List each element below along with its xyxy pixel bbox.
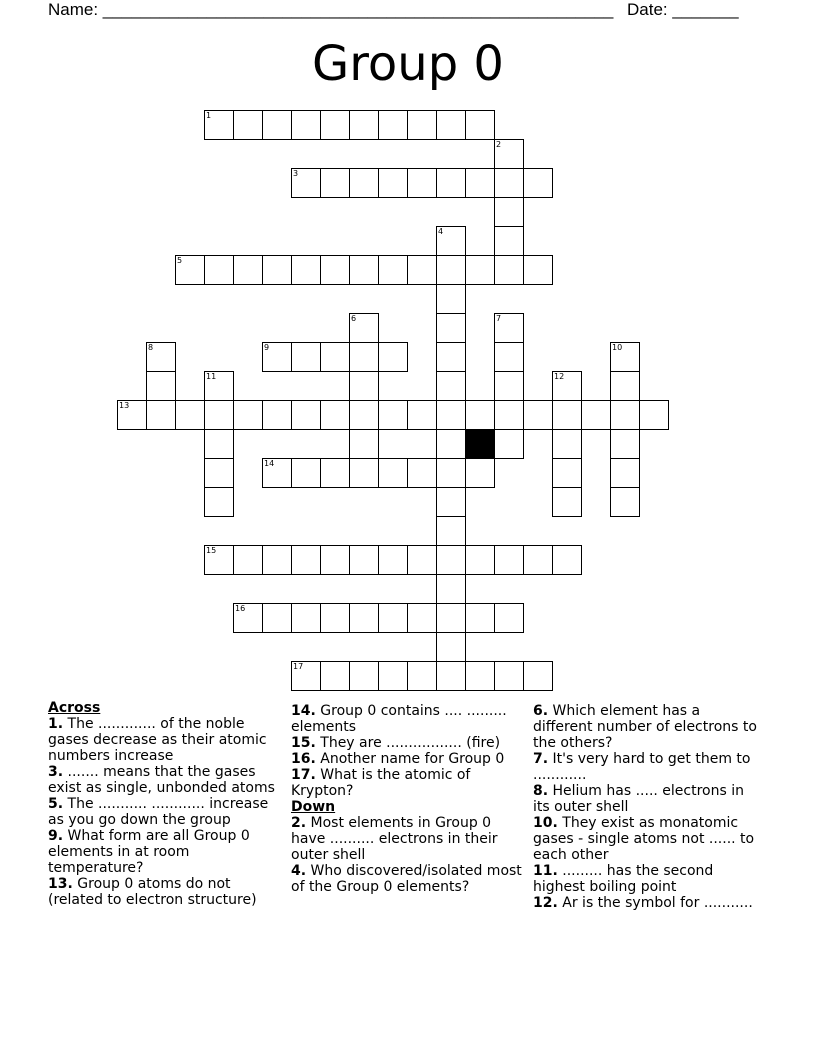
clue-number: 17 <box>293 662 304 671</box>
grid-cell[interactable] <box>465 458 495 488</box>
grid-cell[interactable] <box>204 429 234 459</box>
grid-cell[interactable] <box>349 110 379 140</box>
grid-cell[interactable] <box>262 545 292 575</box>
grid-cell[interactable] <box>291 168 321 198</box>
grid-cell[interactable] <box>349 661 379 691</box>
grid-cell[interactable] <box>407 603 437 633</box>
down-heading: Down <box>291 799 336 815</box>
grid-cell[interactable] <box>204 400 234 430</box>
grid-cell[interactable] <box>436 574 466 604</box>
grid-cell[interactable] <box>262 110 292 140</box>
grid-cell[interactable] <box>291 255 321 285</box>
grid-cell[interactable] <box>436 110 466 140</box>
grid-cell[interactable] <box>146 371 176 401</box>
grid-cell[interactable] <box>291 110 321 140</box>
clue-column-2 <box>291 703 525 895</box>
clue-number: 2 <box>496 140 502 149</box>
grid-cell[interactable] <box>262 255 292 285</box>
grid-cell[interactable] <box>204 371 234 401</box>
clue-number: 14 <box>264 459 275 468</box>
grid-cell[interactable] <box>436 429 466 459</box>
clue-down-8: 8. Helium has ..... electrons in its outer shell <box>533 783 744 815</box>
clue-number: 15 <box>206 546 217 555</box>
grid-cell[interactable] <box>552 487 582 517</box>
clue-down-7: 7. It's very hard to get them to ............ <box>533 751 751 783</box>
grid-cell[interactable] <box>436 371 466 401</box>
grid-cell[interactable] <box>320 400 350 430</box>
grid-cell[interactable] <box>320 255 350 285</box>
grid-cell[interactable] <box>378 545 408 575</box>
grid-cell[interactable] <box>436 168 466 198</box>
clue-number: 6 <box>351 314 357 323</box>
grid-cell[interactable] <box>436 226 466 256</box>
grid-cell[interactable] <box>291 342 321 372</box>
grid-cell[interactable] <box>378 661 408 691</box>
grid-cell[interactable] <box>610 458 640 488</box>
grid-cell[interactable] <box>465 661 495 691</box>
grid-cell[interactable] <box>233 603 263 633</box>
clue-number: 13 <box>119 401 130 410</box>
grid-cell[interactable] <box>233 545 263 575</box>
grid-cell[interactable] <box>378 168 408 198</box>
grid-cell[interactable] <box>349 545 379 575</box>
grid-cell[interactable] <box>378 110 408 140</box>
grid-cell[interactable] <box>233 400 263 430</box>
grid-cell[interactable] <box>349 168 379 198</box>
grid-cell[interactable] <box>465 168 495 198</box>
clue-down-6: 6. Which element has a different number of electrons to the others? <box>533 703 757 751</box>
grid-cell[interactable] <box>465 255 495 285</box>
grid-cell[interactable] <box>204 255 234 285</box>
grid-cell[interactable] <box>436 661 466 691</box>
clue-number: 1 <box>206 111 212 120</box>
grid-cell[interactable] <box>494 226 524 256</box>
clue-across-13: 13. Group 0 atoms do not (related to electron structure) <box>48 876 257 908</box>
grid-cell[interactable] <box>494 255 524 285</box>
grid-cell[interactable] <box>465 603 495 633</box>
grid-cell[interactable] <box>291 661 321 691</box>
clue-number: 5 <box>177 256 183 265</box>
grid-cell[interactable] <box>407 110 437 140</box>
grid-cell[interactable] <box>204 110 234 140</box>
grid-cell[interactable] <box>378 400 408 430</box>
grid-cell[interactable] <box>465 545 495 575</box>
grid-cell[interactable] <box>407 255 437 285</box>
grid-cell[interactable] <box>436 487 466 517</box>
grid-cell[interactable] <box>494 400 524 430</box>
clue-column-1 <box>48 700 278 908</box>
clue-number: 16 <box>235 604 246 613</box>
grid-cell[interactable] <box>378 255 408 285</box>
grid-cell[interactable] <box>610 487 640 517</box>
clue-across-16: 16. Another name for Group 0 <box>291 751 505 767</box>
clue-number: 7 <box>496 314 502 323</box>
grid-cell[interactable] <box>320 545 350 575</box>
grid-cell[interactable] <box>436 255 466 285</box>
grid-cell[interactable] <box>349 371 379 401</box>
clue-across-14: 14. Group 0 contains .... ......... elements <box>291 703 507 735</box>
grid-cell[interactable] <box>378 603 408 633</box>
clue-across-9: 9. What form are all Group 0 elements in at room temperature? <box>48 828 250 876</box>
grid-cell[interactable] <box>436 400 466 430</box>
grid-cell[interactable] <box>291 458 321 488</box>
grid-cell[interactable] <box>436 516 466 546</box>
clue-number: 3 <box>293 169 299 178</box>
grid-cell[interactable] <box>320 168 350 198</box>
clue-across-5: 5. The ........... ............ increase as you go down the group <box>48 796 269 828</box>
grid-cell[interactable] <box>349 342 379 372</box>
grid-cell[interactable] <box>349 603 379 633</box>
grid-cell[interactable] <box>494 371 524 401</box>
clue-across-15: 15. They are ................. (fire) <box>291 735 501 751</box>
grid-cell[interactable] <box>407 168 437 198</box>
name-field-label: Name: ______________________________________________________ <box>48 0 614 19</box>
grid-cell[interactable] <box>349 458 379 488</box>
date-field-label: Date: _______ <box>627 0 739 19</box>
grid-cell[interactable] <box>494 603 524 633</box>
grid-cell[interactable] <box>204 487 234 517</box>
grid-cell[interactable] <box>262 458 292 488</box>
grid-cell[interactable] <box>204 545 234 575</box>
clue-number: 8 <box>148 343 154 352</box>
black-square <box>465 429 495 459</box>
grid-cell[interactable] <box>349 255 379 285</box>
grid-cell[interactable] <box>436 313 466 343</box>
grid-cell[interactable] <box>523 255 553 285</box>
grid-cell[interactable] <box>523 545 553 575</box>
page-title: Group 0 <box>312 36 504 92</box>
grid-cell[interactable] <box>436 284 466 314</box>
grid-cell[interactable] <box>349 400 379 430</box>
grid-cell[interactable] <box>436 603 466 633</box>
grid-cell[interactable] <box>523 168 553 198</box>
grid-cell[interactable] <box>175 255 205 285</box>
grid-cell[interactable] <box>552 371 582 401</box>
grid-cell[interactable] <box>436 545 466 575</box>
grid-cell[interactable] <box>407 545 437 575</box>
grid-cell[interactable] <box>552 429 582 459</box>
clue-number: 12 <box>554 372 565 381</box>
clue-down-4: 4. Who discovered/isolated most of the Group 0 elements? <box>291 863 522 895</box>
grid-cell[interactable] <box>262 400 292 430</box>
clue-down-11: 11. ......... has the second highest boiling point <box>533 863 714 895</box>
grid-cell[interactable] <box>523 661 553 691</box>
grid-cell[interactable] <box>494 139 524 169</box>
grid-cell[interactable] <box>436 632 466 662</box>
grid-cell[interactable] <box>552 545 582 575</box>
grid-cell[interactable] <box>233 110 263 140</box>
grid-cell[interactable] <box>117 400 147 430</box>
grid-cell[interactable] <box>291 400 321 430</box>
grid-cell[interactable] <box>378 458 408 488</box>
grid-cell[interactable] <box>465 110 495 140</box>
grid-cell[interactable] <box>494 168 524 198</box>
grid-cell[interactable] <box>436 458 466 488</box>
clue-number: 4 <box>438 227 444 236</box>
grid-cell[interactable] <box>610 429 640 459</box>
grid-cell[interactable] <box>494 429 524 459</box>
grid-cell[interactable] <box>523 400 553 430</box>
grid-cell[interactable] <box>581 400 611 430</box>
clue-number: 11 <box>206 372 217 381</box>
grid-cell[interactable] <box>291 603 321 633</box>
grid-cell[interactable] <box>494 313 524 343</box>
clue-across-3: 3. ....... means that the gases exist as single, unbonded atoms <box>48 764 275 796</box>
grid-cell[interactable] <box>610 342 640 372</box>
grid-cell[interactable] <box>320 458 350 488</box>
grid-cell[interactable] <box>407 661 437 691</box>
grid-cell[interactable] <box>465 400 495 430</box>
grid-cell[interactable] <box>146 400 176 430</box>
grid-cell[interactable] <box>262 342 292 372</box>
grid-cell[interactable] <box>378 342 408 372</box>
grid-cell[interactable] <box>494 342 524 372</box>
clue-number: 9 <box>264 343 270 352</box>
clue-column-3 <box>533 703 763 911</box>
grid-cell[interactable] <box>552 400 582 430</box>
clue-down-12: 12. Ar is the symbol for ........... <box>533 895 753 911</box>
across-heading: Across <box>48 700 101 716</box>
grid-cell[interactable] <box>407 458 437 488</box>
grid-cell[interactable] <box>610 400 640 430</box>
grid-cell[interactable] <box>610 371 640 401</box>
grid-cell[interactable] <box>494 661 524 691</box>
grid-cell[interactable] <box>233 255 263 285</box>
clue-down-10: 10. They exist as monatomic gases - single atoms not ...... to each other <box>533 815 755 863</box>
grid-cell[interactable] <box>291 545 321 575</box>
grid-cell[interactable] <box>320 661 350 691</box>
grid-cell[interactable] <box>146 342 176 372</box>
grid-cell[interactable] <box>349 429 379 459</box>
grid-cell[interactable] <box>436 342 466 372</box>
grid-cell[interactable] <box>320 342 350 372</box>
grid-cell[interactable] <box>639 400 669 430</box>
grid-cell[interactable] <box>320 603 350 633</box>
grid-cell[interactable] <box>407 400 437 430</box>
clue-across-17: 17. What is the atomic of Krypton? <box>291 767 471 799</box>
grid-cell[interactable] <box>262 603 292 633</box>
clue-number: 10 <box>612 343 623 352</box>
grid-cell[interactable] <box>349 313 379 343</box>
grid-cell[interactable] <box>320 110 350 140</box>
clue-across-1: 1. The ............. of the noble gases decrease as their atomic numbers increase <box>48 716 267 764</box>
grid-cell[interactable] <box>552 458 582 488</box>
clue-down-2: 2. Most elements in Group 0 have .......... electrons in their outer shell <box>291 815 498 863</box>
grid-cell[interactable] <box>494 197 524 227</box>
grid-cell[interactable] <box>204 458 234 488</box>
grid-cell[interactable] <box>175 400 205 430</box>
grid-cell[interactable] <box>494 545 524 575</box>
